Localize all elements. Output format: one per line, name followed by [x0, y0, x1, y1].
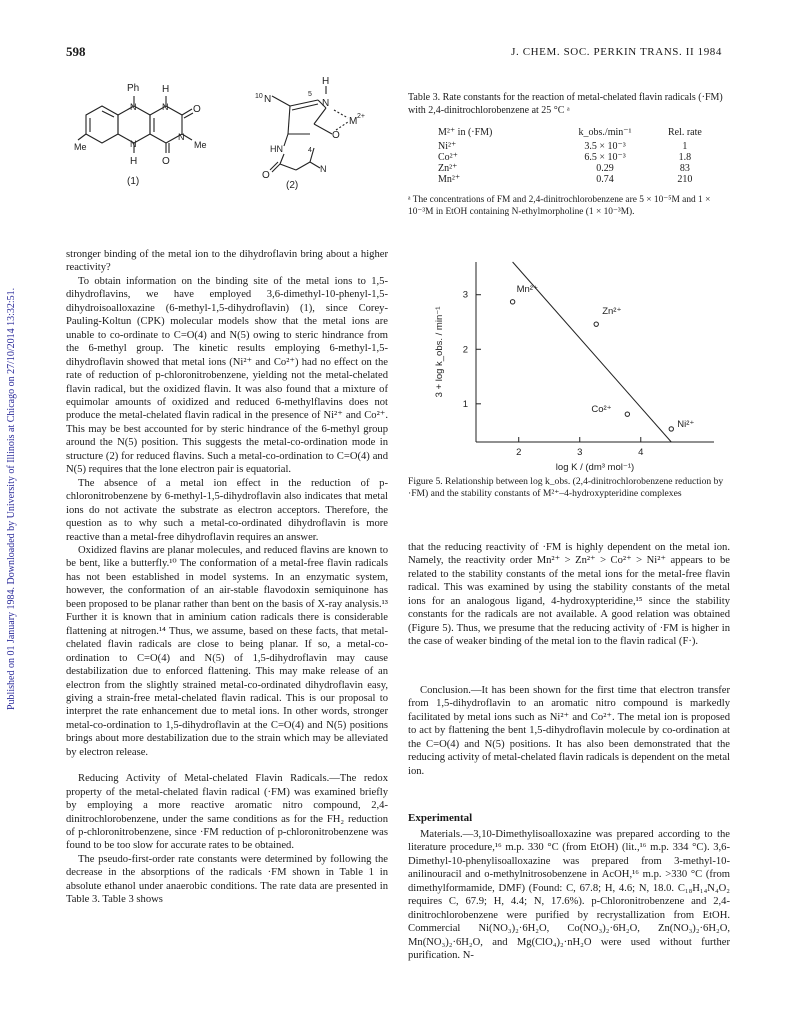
figure-5-chart	[414, 252, 734, 474]
s2-o2: O	[262, 170, 270, 181]
table-header-row	[416, 126, 716, 141]
table-cell: 1	[682, 141, 688, 152]
s2-n5-num: 5	[308, 91, 312, 98]
data-point	[510, 300, 514, 304]
table-row	[416, 141, 716, 152]
experimental-section	[408, 828, 730, 963]
point-label: Mn²⁺	[516, 283, 538, 295]
s1-me-left: Me	[74, 142, 87, 152]
s1-h-bottom: H	[130, 156, 138, 167]
s1-ph: Ph	[127, 83, 140, 94]
table-cell: Co²⁺	[438, 152, 458, 163]
table-cell: Zn²⁺	[438, 163, 458, 174]
x-tick-label: 3	[577, 447, 583, 458]
s1-n3: N	[162, 102, 169, 112]
journal-header: J. CHEM. SOC. PERKIN TRANS. II 1984	[511, 46, 722, 58]
table-cell: 0.74	[596, 174, 614, 185]
paragraph: The pseudo-first-order rate constants were determined by following the decrease in the absorptions of the radicals ·FM shown in Table 1 in absolute ethanol under anaerobic conditions. The rate data are presented in Table 3. Table 3 shows	[66, 853, 388, 906]
table-header: Rel. rate	[667, 127, 702, 138]
table-3	[416, 126, 716, 185]
paragraph: To obtain information on the binding site of the metal ions to 1,5-dihydroflavins, we have employed 3,6-dimethyl-10-phenyl-1,5-dihydroisoalloxazine (6-methyl-1,5-dihydroflavin) (1), since Corey-Pauling-Koltun (CPK) molecular models show that the metal ions are unable to co-ordinate to C=O(4) and N(5) owing to steric hindrance from the 6-methyl group. The kinetic results employing 6-methyl-1,5-dihydroflavin showed that metal ions (Ni²⁺ and Co²⁺) had no effect on the rate of reduction of p-chloronitrobenzene, yielding not the metal-chelated flavin radical, but the oxidized flavin. It was also found that a mixture of equimolar amounts of oxidized and reduced 6-methylflavins does not produce the metal-chelated flavin radical in the presence of Ni²⁺ and Co²⁺. This may be best accounted for by steric hindrance of the 6-methyl group around the N(5) position. This suggests the metal-co-ordination mode in structure (2) for reduced flavins. Such a metal-co-ordination to C=O(4) and N(5) requires that the lone electron pair is equatorial.	[66, 275, 388, 476]
s1-o-bottom: O	[162, 156, 170, 167]
table-caption: Table 3. Rate constants for the reaction of metal-chelated flavin radicals (·FM) with 2,4-dinitrochlorobenzene at 25 °C ᵃ	[408, 92, 723, 116]
s2-hn: HN	[270, 144, 283, 154]
table-row	[416, 174, 716, 185]
experimental-heading: Experimental	[408, 812, 473, 824]
table-cell: 1.8	[678, 152, 692, 163]
right-column-top	[408, 541, 730, 649]
s1-n1: N	[130, 102, 137, 112]
s1-n4: N	[178, 132, 185, 142]
s1-h-top: H	[162, 84, 170, 95]
x-axis-label: log K / (dm³ mol⁻¹)	[555, 462, 635, 473]
table-cell: 3.5 × 10⁻³	[584, 141, 626, 152]
s1-caption: (1)	[127, 176, 140, 187]
paragraph: Oxidized flavins are planar molecules, and reduced flavins are known to be bent, like a butterfly.¹⁰ The conformation of a metal-free flavin radicals has not been established in model systems. In an enzymatic system, however, the conformation of an air-stable flavodoxin semiquinone has been proposed to be planar rather than bent on the basis of X-ray analysis.¹³ Further it is known that in aminium cation radicals there is considerable flattening at nitrogen.¹⁴ Thus, we assume, based on these facts, that metal-chelated flavin radicals are close to being planar. If so, a metal-co-ordination to C=O(4) and N(5) of 1,5-dihydroflavin may cause destabilization due to enforced flattening. This may make release of an electron from the slightly strained metal-co-ordinated dihydroflavin easy, giving a strain-free metal-chelated flavin radical. This is our proposal to interpret the rate enhancement due to metal ions. In other words, stronger metal-co-ordination to 1,5-dihydroflavin at the C=O(4) and N(5) positions brings about more destabilization due to the strain which may be alleviated by electron release.	[66, 544, 388, 758]
data-point	[669, 427, 673, 431]
table-cell: 83	[679, 163, 690, 174]
table-cell: 6.5 × 10⁻³	[584, 152, 626, 163]
s2-m-charge: 2+	[357, 113, 365, 120]
s1-n2: N	[130, 139, 137, 149]
s1-me-right: Me	[194, 140, 207, 150]
x-tick-label: 4	[638, 447, 644, 458]
s2-n10: N	[264, 94, 272, 105]
table-row	[416, 152, 716, 163]
table-cell: 210	[677, 174, 693, 185]
download-watermark	[6, 150, 20, 710]
point-label: Co²⁺	[591, 404, 612, 416]
watermark-text[interactable]: Published on 01 January 1984. Downloaded by University of Illinois at Chicago on 27/10/2014 13:32:51.	[6, 287, 17, 710]
s2-o1: O	[332, 130, 340, 141]
structure-1	[74, 78, 244, 190]
s1-o-top: O	[193, 104, 201, 115]
point-label: Ni²⁺	[677, 418, 695, 430]
x-tick-label: 2	[516, 447, 522, 458]
table-row	[416, 163, 716, 174]
s2-caption: (2)	[286, 180, 299, 190]
right-column-conclusion	[408, 684, 730, 778]
table-header: M²⁺ in (·FM)	[438, 127, 493, 138]
table-cell: Ni²⁺	[438, 141, 457, 152]
y-tick-label: 1	[462, 398, 468, 410]
y-tick-label: 3	[462, 289, 468, 301]
figure-caption: Figure 5. Relationship between log k_obs. (2,4-dinitrochlorobenzene reduction by ·FM) and the stability constants of M²⁺–4-hydroxypteridine complexes	[408, 476, 724, 499]
table-cell: 0.29	[596, 163, 614, 174]
y-tick-label: 2	[462, 344, 468, 356]
page-number: 598	[66, 44, 86, 59]
y-axis-label: 3 + log k_obs. / min⁻¹	[434, 306, 445, 398]
paragraph-conclusion: Conclusion.—It has been shown for the first time that electron transfer from 1,5-dihydroflavin to an aromatic nitro compound is markedly facilitated by metal ions such as Ni²⁺ and Co²⁺. The metal ion is proposed to act by flattening the bent 1,5-dihydroflavin molecule by co-ordination at the C=O(4) and N(5) positions. It has also been demonstrated that the reducing activity of metal-chelated flavin radicals is dependent on the metal ion.	[408, 685, 730, 777]
data-point	[625, 412, 629, 416]
data-point	[594, 322, 598, 326]
paragraph: that the reducing reactivity of ·FM is highly dependent on the metal ion. Namely, the reactivity order Mn²⁺ > Zn²⁺ > Co²⁺ > Ni²⁺ appears to be related to the stability constants of the metal ions for the metal-free flavin radical. This was examined by using the stability constants of the metal ions for an analogous ligand, 4-hydroxypteridine,¹⁵ since the stability constants for the radicals are not available. A good relation was obtained (Figure 5). Thus, we presume that the reducing activity of ·FM is higher in the case of weaker binding of the metal ion to the flavin radical (F·).	[408, 542, 730, 648]
table-footnote: ᵃ The concentrations of FM and 2,4-dinitrochlorobenzene are 5 × 10⁻⁵M and 1 × 10⁻³M in EtOH containing N-ethylmorpholine (1 × 10⁻³M).	[408, 195, 711, 217]
point-label: Zn²⁺	[602, 306, 622, 318]
table-header: k_obs./min⁻¹	[578, 127, 632, 138]
paragraph: stronger binding of the metal ion to the dihydroflavin bring about a higher reactivity?	[66, 249, 388, 274]
paragraph-reducing-activity: Reducing Activity of Metal-chelated Flavin Radicals.—The redox property of the metal-chelated flavin radical (·FM) was examined briefly by employing a more reactive aromatic nitro compound, 2,4-dinitrochlorobenzene, under the same conditions as for the FH₂ reduction of p-chloronitrobenzene, since ·FM reduction of p-chloronitrobenzene was found to be too slow for accurate rates to be obtained.	[66, 773, 388, 852]
s2-n5: N	[322, 98, 330, 109]
s2-h: H	[322, 76, 330, 87]
left-column	[66, 248, 388, 907]
paragraph: The absence of a metal ion effect in the reduction of p-chloronitrobenzene by 6-methyl-1,5-dihydroflavin also indicates that metal ions do not activate the substrate as electron acceptors. Therefore, the question as to why such a metal-co-ordinated dihydroflavin is more reactive than a metal-free dihydroflavin requires an answer.	[66, 477, 388, 543]
s2-c4: 4	[308, 147, 312, 154]
s2-n-ring: N	[320, 164, 327, 174]
structure-2	[250, 72, 385, 190]
paragraph-materials: Materials.—3,10-Dimethylisoalloxazine was prepared according to the literature procedure,¹⁶ m.p. 330 °C (from EtOH) (lit.,¹⁶ m.p. 334 °C). 3,6-Dimethyl-10-phenylisoalloxazine was prepared from 3-methyl-10-anilinouracil and o-methylnitrosobenzene in AcOH,¹⁶ m.p. >330 °C (from dimethylformamide, DMF) (Found: C, 67.8; H, 4.6; N, 18.0. C₁₈H₁₄N₄O₂ requires C, 67.9; H, 4.4; N, 17.6%). p-Chloronitrobenzene and 2,4-dinitrochlorobenzene were purified by recrystallization from EtOH. Commercial Ni(NO₃)₂·6H₂O, Co(NO₃)₂·6H₂O, Zn(NO₃)₂·6H₂O, Mn(NO₃)₂·6H₂O, and Mg(ClO₄)₂·nH₂O were used without further purification. N-	[408, 829, 730, 962]
s2-m: M	[349, 116, 358, 127]
table-cell: Mn²⁺	[438, 174, 461, 185]
s2-n10-num: 10	[255, 93, 263, 100]
